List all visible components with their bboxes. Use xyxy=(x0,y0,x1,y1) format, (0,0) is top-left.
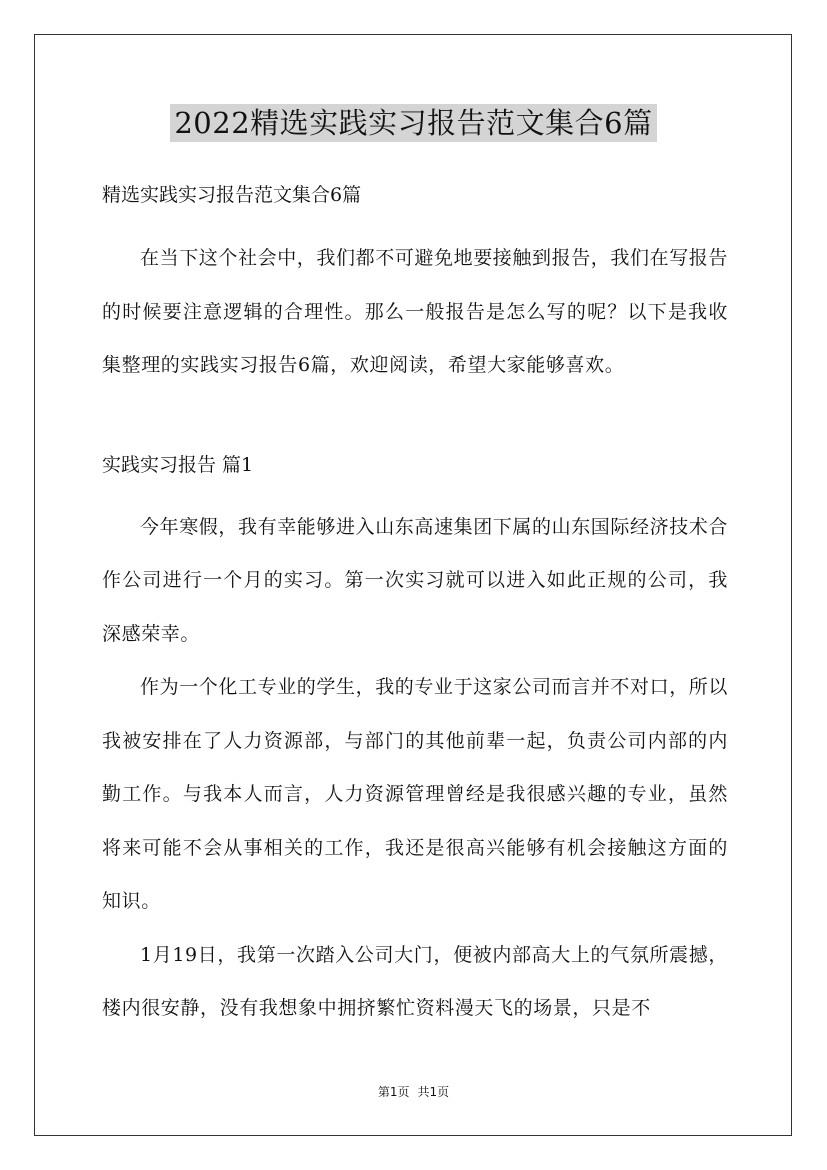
page-total: 共1页 xyxy=(417,1085,450,1099)
document-title: 2022精选实践实习报告范文集合6篇 xyxy=(170,104,656,142)
body-paragraph-2: 作为一个化工专业的学生，我的专业于这家公司而言并不对口，所以我被安排在了人力资源部，与部门的其他前辈一起，负责公司内部的内勤工作。与我本人而言，人力资源管理曾经是我很感兴趣的专业，虽然将来可能不会从事相关的工作，我还是很高兴能够有机会接触这方面的知识。 xyxy=(102,676,729,912)
section-heading: 实践实习报告 篇1 xyxy=(102,453,254,476)
page-footer xyxy=(0,1084,827,1100)
body-paragraph-1: 今年寒假，我有幸能够进入山东高速集团下属的山东国际经济技术合作公司进行一个月的实习。第一次实习就可以进入如此正规的公司，我深感荣幸。 xyxy=(102,515,729,645)
title-wrap xyxy=(0,104,827,142)
document-body xyxy=(102,178,728,1036)
page-number: 第1页 xyxy=(377,1085,410,1099)
intro-paragraph: 在当下这个社会中，我们都不可避免地要接触到报告，我们在写报告的时候要注意逻辑的合理性。那么一般报告是怎么写的呢？以下是我收集整理的实践实习报告6篇，欢迎阅读，希望大家能够喜欢。 xyxy=(102,247,729,376)
document-subtitle: 精选实践实习报告范文集合6篇 xyxy=(102,184,362,206)
body-paragraph-3: 1月19日，我第一次踏入公司大门，便被内部高大上的气氛所震撼，楼内很安静，没有我想象中拥挤繁忙资料漫天飞的场景，只是不 xyxy=(102,943,728,1019)
